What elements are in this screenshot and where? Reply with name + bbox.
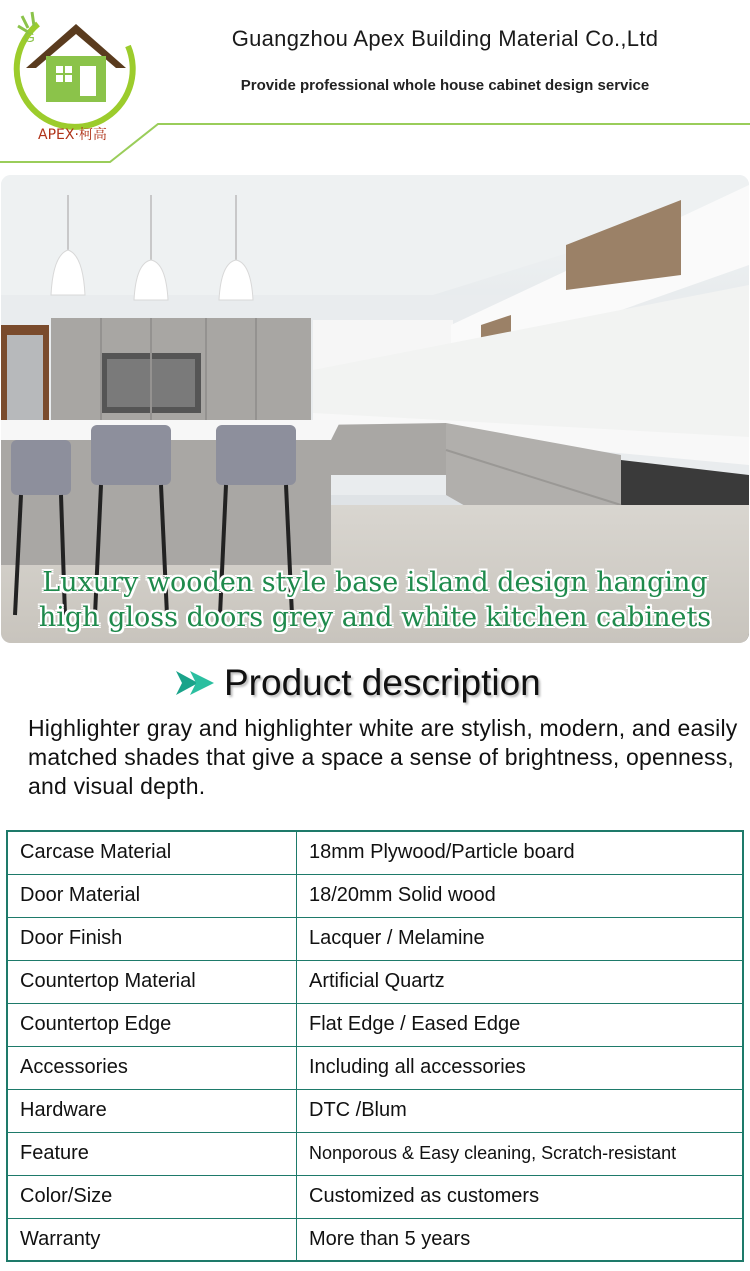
table-row — [7, 1218, 743, 1261]
page-header — [0, 0, 750, 168]
spec-label: Hardware — [7, 1089, 297, 1132]
spec-label: Feature — [7, 1132, 297, 1175]
spec-table — [6, 830, 744, 1262]
table-row — [7, 1003, 743, 1046]
spec-label: Carcase Material — [7, 831, 297, 874]
spec-value: Flat Edge / Eased Edge — [297, 1003, 744, 1046]
hero-caption-line-1: Luxury wooden style base island design hanging — [42, 567, 708, 598]
double-chevron-right-icon — [174, 669, 216, 697]
table-row — [7, 831, 743, 874]
spec-value: More than 5 years — [297, 1218, 744, 1261]
table-row — [7, 1175, 743, 1218]
hero-caption-line-2: high gloss doors grey and white kitchen cabinets — [38, 602, 712, 633]
spec-label: Accessories — [7, 1046, 297, 1089]
spec-value: Including all accessories — [297, 1046, 744, 1089]
table-row — [7, 874, 743, 917]
company-name: Guangzhou Apex Building Material Co.,Ltd — [231, 26, 659, 51]
spec-label: Color/Size — [7, 1175, 297, 1218]
spec-label: Countertop Material — [7, 960, 297, 1003]
spec-value: Nonporous & Easy cleaning, Scratch-resistant — [297, 1132, 744, 1175]
spec-label: Door Finish — [7, 917, 297, 960]
svg-text:G: G — [24, 29, 35, 45]
hero-caption — [0, 565, 750, 635]
spec-value: 18mm Plywood/Particle board — [297, 831, 744, 874]
spec-value: Customized as customers — [297, 1175, 744, 1218]
product-description-heading — [174, 658, 541, 708]
logo-text: APEX·柯高 — [38, 127, 107, 143]
product-description-text: Highlighter gray and highlighter white are stylish, modern, and easily matched shades that give a space a sense of brightness, openness, and visual depth. — [28, 715, 738, 799]
spec-value: DTC /Blum — [297, 1089, 744, 1132]
spec-label: Countertop Edge — [7, 1003, 297, 1046]
table-row — [7, 960, 743, 1003]
spec-value: Artificial Quartz — [297, 960, 744, 1003]
section-title: Product description — [224, 662, 541, 703]
table-row — [7, 917, 743, 960]
company-tagline: Provide professional whole house cabinet design service — [240, 77, 650, 94]
spec-label: Warranty — [7, 1218, 297, 1261]
table-row — [7, 1046, 743, 1089]
spec-label: Door Material — [7, 874, 297, 917]
company-logo — [8, 6, 140, 156]
spec-value: 18/20mm Solid wood — [297, 874, 744, 917]
table-row — [7, 1089, 743, 1132]
table-row — [7, 1132, 743, 1175]
spec-value: Lacquer / Melamine — [297, 917, 744, 960]
